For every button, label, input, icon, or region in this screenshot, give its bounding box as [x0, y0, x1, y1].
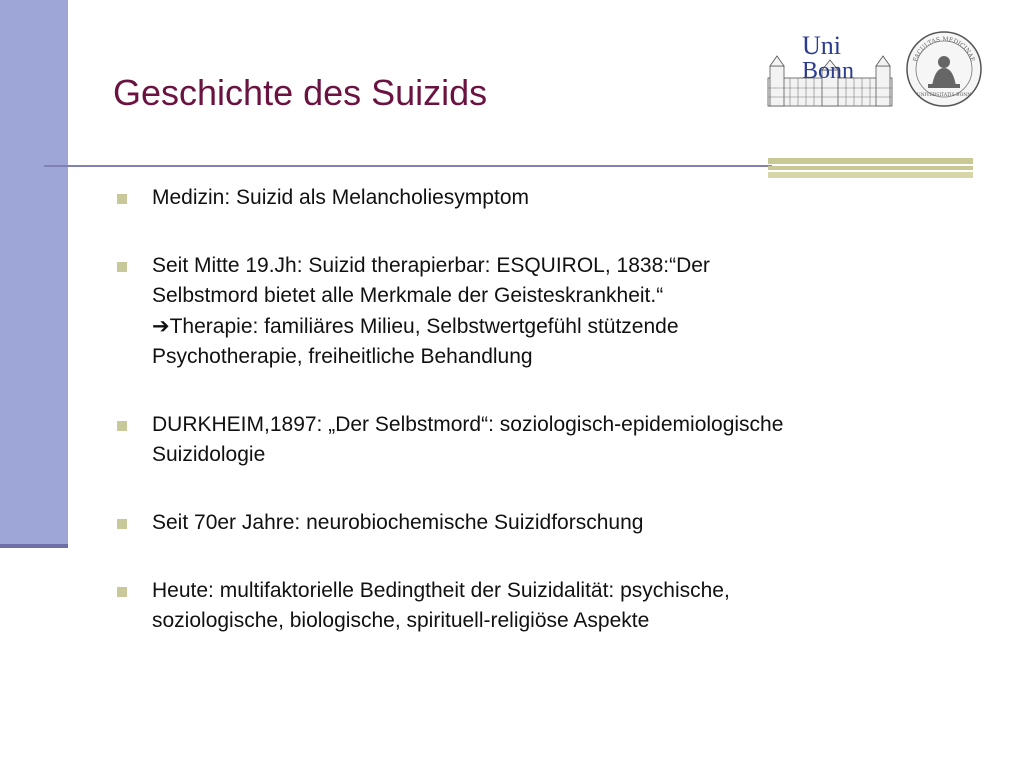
bullet-text: Psychotherapie, freiheitliche Behandlung: [152, 345, 533, 368]
left-decorative-bar: [0, 0, 68, 546]
bullet-item: [117, 183, 977, 213]
bullet-text: DURKHEIM,1897: „Der Selbstmord“: soziologisch-epidemiologische: [152, 413, 784, 436]
faculty-seal-logo: [905, 30, 983, 108]
bullet-item: [117, 251, 977, 372]
bullet-marker: [117, 519, 127, 529]
bullet-item: [117, 508, 977, 538]
bullet-marker: [117, 421, 127, 431]
uni-text: Uni: [802, 31, 841, 60]
bullet-text: Therapie: familiäres Milieu, Selbstwertgefühl stützende: [169, 315, 679, 338]
bullet-marker: [117, 587, 127, 597]
accent-stripes: [768, 158, 973, 180]
arrow-icon: ➔: [152, 314, 170, 338]
slide-title: Geschichte des Suizids: [113, 72, 488, 113]
bullet-text: Seit Mitte 19.Jh: Suizid therapierbar: ESQUIROL, 1838:“Der: [152, 254, 710, 277]
bullet-text: Heute: multifaktorielle Bedingtheit der Suizidalität: psychische,: [152, 579, 730, 602]
bullet-marker: [117, 194, 127, 204]
bullet-list: [117, 183, 977, 636]
bullet-text: Selbstmord bietet alle Merkmale der Geisteskrankheit.“: [152, 284, 664, 307]
bullet-text: soziologische, biologische, spirituell-religiöse Aspekte: [152, 609, 650, 632]
bullet-marker: [117, 262, 127, 272]
bullet-item: [117, 410, 977, 470]
bullet-text: Suizidologie: [152, 443, 266, 466]
uni-bonn-logo: [766, 30, 894, 110]
seal-bottom-text: UNIVERSITATIS BONN: [916, 93, 972, 98]
bullet-text: Seit 70er Jahre: neurobiochemische Suizidforschung: [152, 511, 644, 534]
left-bar-edge: [0, 544, 68, 548]
seal-top-text: FACULTAS MEDICINAE: [912, 35, 976, 63]
bullet-text: Medizin: Suizid als Melancholiesymptom: [152, 186, 529, 209]
bonn-text: Bonn: [802, 58, 855, 84]
title-divider: [44, 165, 772, 167]
bullet-item: [117, 576, 977, 636]
